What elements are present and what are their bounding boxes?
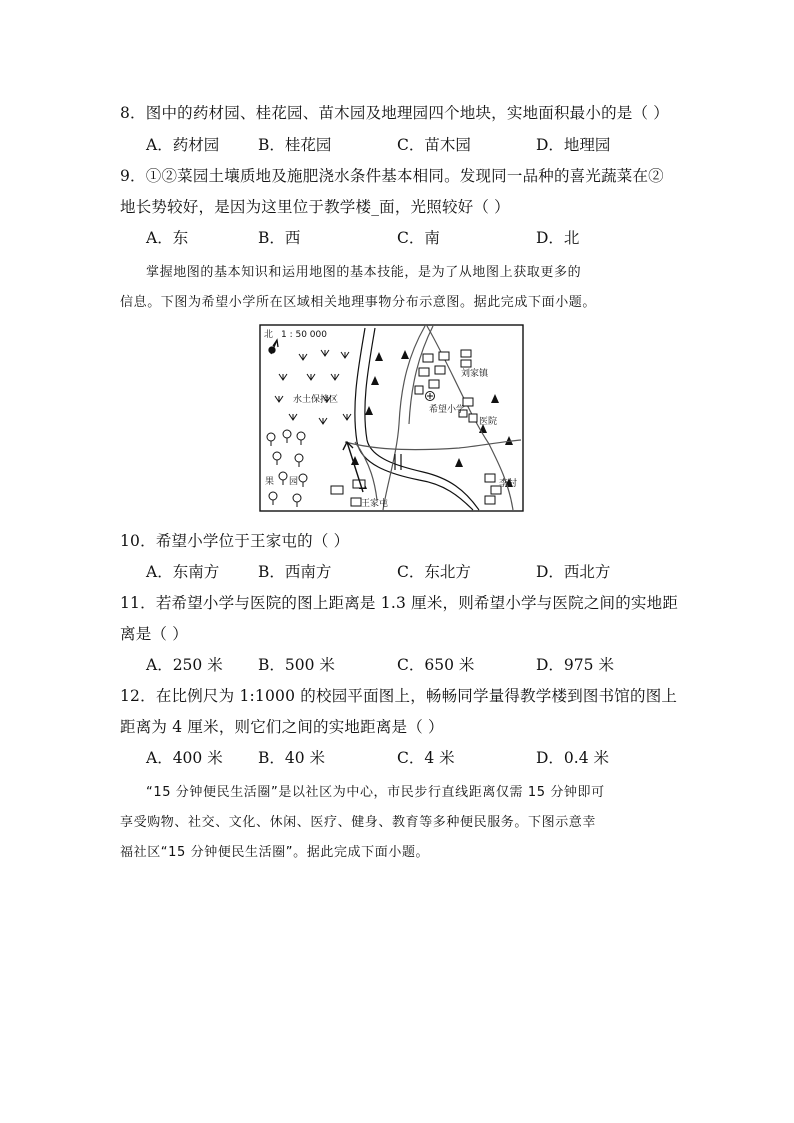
option-b[interactable]: B．西南方 [258,563,332,581]
label-orchard-1: 果 [265,477,275,487]
north-label: 北 [264,330,274,340]
label-liujia-town: 刘家镇 [461,369,489,379]
option-d[interactable]: D．西北方 [536,563,611,581]
question-10-stem: 10．希望小学位于王家屯的（ ） [120,532,350,550]
passage-2-line3: 福社区“15 分钟便民生活圈”。据此完成下面小题。 [120,845,430,860]
question-11-stem-line1: 11．若希望小学与医院的图上距离是 1.3 厘米，则希望小学与医院之间的实地距 [120,594,679,612]
school-marker-icon [426,392,435,401]
label-orchard-2: 园 [289,477,299,487]
option-b[interactable]: B．500 米 [258,656,335,674]
question-9-stem-line1: 9．①②菜园土壤质地及施肥浇水条件基本相同。发现同一品种的喜光蔬菜在② [120,167,664,185]
option-c[interactable]: C．650 米 [397,656,475,674]
option-d[interactable]: D．975 米 [536,656,614,674]
option-b[interactable]: B．西 [258,229,301,247]
option-c[interactable]: C．南 [397,229,440,247]
label-hope-primary-school: 希望小学 [429,405,466,415]
option-c[interactable]: C．东北方 [397,563,471,581]
option-b[interactable]: B．40 米 [258,749,326,767]
option-d[interactable]: D．北 [536,229,580,247]
passage-2-line1: “15 分钟便民生活圈”是以社区为中心，市民步行直线距离仅需 15 分钟即可 [146,785,605,800]
option-a[interactable]: A．东 [146,229,189,247]
option-a[interactable]: A．东南方 [146,563,220,581]
option-b[interactable]: B．桂花园 [258,136,332,154]
option-d[interactable]: D．0.4 米 [536,749,610,767]
option-a[interactable]: A．400 米 [146,749,223,767]
option-a[interactable]: A．250 米 [146,656,223,674]
scale-label: 1 : 50 000 [281,330,327,340]
label-wangjia-village: 王家屯 [361,499,389,509]
option-c[interactable]: C．4 米 [397,749,455,767]
option-a[interactable]: A．药材园 [146,136,220,154]
label-hospital: 医院 [479,417,498,427]
label-li-village: 李村 [499,479,518,489]
question-9-stem-line2: 地长势较好，是因为这里位于教学楼_面，光照较好（ ） [120,198,510,216]
question-12-stem-line1: 12．在比例尺为 1:1000 的校园平面图上，畅畅同学量得教学楼到图书馆的图上 [120,687,678,705]
option-d[interactable]: D．地理园 [536,136,611,154]
passage-1-line1: 掌握地图的基本知识和运用地图的基本技能，是为了从地图上获取更多的 [146,265,582,280]
passage-2-line2: 享受购物、社交、文化、休闲、医疗、健身、教育等多种便民服务。下图示意幸 [120,815,597,830]
question-12-stem-line2: 距离为 4 厘米，则它们之间的实地距离是（ ） [120,718,444,736]
option-c[interactable]: C．苗木园 [397,136,471,154]
region-map-figure [259,324,524,514]
question-8-stem: 8．图中的药材园、桂花园、苗木园及地理园四个地块，实地面积最小的是（ ） [120,104,669,122]
passage-1-line2: 信息。下图为希望小学所在区域相关地理事物分布示意图。据此完成下面小题。 [120,295,597,310]
question-11-stem-line2: 离是（ ） [120,625,188,643]
label-soil-conservation-area: 水土保持区 [293,395,339,405]
